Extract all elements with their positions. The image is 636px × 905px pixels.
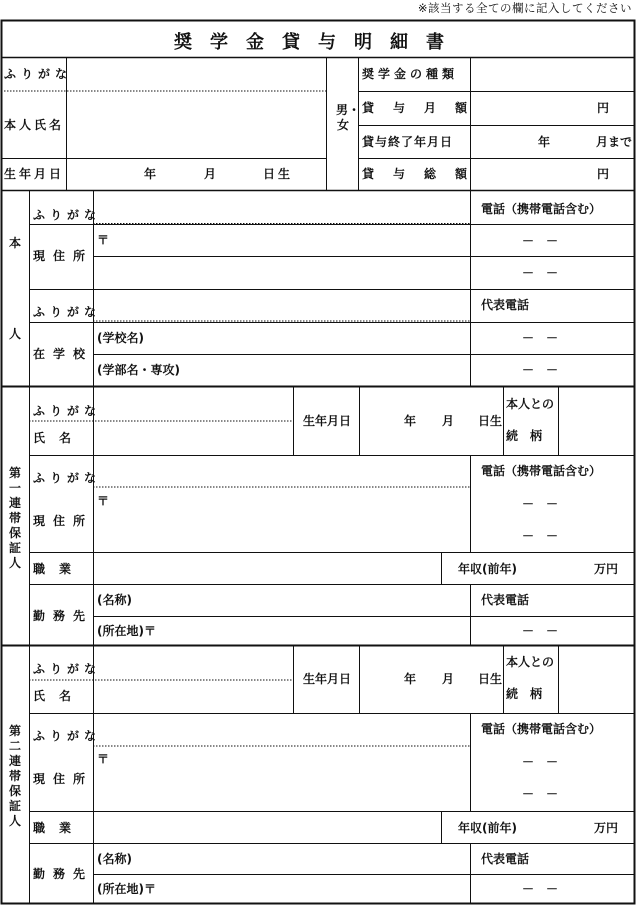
school-phone-2[interactable]: － －	[522, 363, 559, 377]
g1-birth-month: 月	[442, 414, 455, 428]
g2-work-label: 勤務先	[33, 867, 94, 881]
g1-work-addr-field[interactable]	[94, 617, 469, 645]
g1-relation-field[interactable]	[559, 387, 634, 455]
g2-relation-field[interactable]	[559, 646, 634, 713]
g1-rep-phone[interactable]: － －	[522, 624, 559, 638]
gender-selector[interactable]: 男・女	[336, 103, 361, 132]
g2-work-name-label: (名称)	[97, 852, 132, 866]
g2-relation-label-1: 本人との	[506, 655, 555, 669]
monthly-amount-field[interactable]	[471, 92, 634, 125]
student-phone-1[interactable]: － －	[522, 234, 559, 248]
total-amount-label: 貸与総額	[362, 167, 487, 181]
guarantor1-side-label: 第一連帯保証人	[8, 466, 21, 570]
g2-name-label: 氏 名	[33, 689, 73, 703]
g2-birth-year: 年	[404, 672, 417, 686]
notice-text: ※該当する全ての欄に記入してください	[417, 1, 632, 15]
g1-birth-label: 生年月日	[303, 414, 352, 428]
scholarship-type-label: 奨学金の種類	[362, 67, 459, 81]
g2-address-furigana-label: ふりがな	[33, 729, 102, 743]
student-furigana-field[interactable]	[94, 191, 469, 223]
name-field[interactable]	[67, 92, 325, 157]
end-date-label: 貸与終了年月日	[362, 135, 454, 149]
school-name-label: (学校名)	[97, 331, 144, 345]
guarantor2-side-label: 第二連帯保証人	[8, 724, 21, 828]
school-label: 在学校	[33, 347, 94, 361]
birth-day-unit: 日生	[263, 167, 294, 181]
student-postal-mark: 〒	[97, 233, 110, 247]
g1-income-unit: 万円	[594, 562, 619, 576]
department-label: (学部名・専攻)	[97, 363, 180, 377]
total-yen-unit: 円	[597, 167, 610, 181]
g2-birth-month: 月	[442, 672, 455, 686]
birth-month-unit: 月	[204, 167, 217, 181]
g2-phone-1[interactable]: － －	[522, 755, 559, 769]
student-side-label-top: 本	[8, 236, 21, 250]
g1-address-field[interactable]	[94, 456, 469, 552]
student-school-furigana-field[interactable]	[94, 290, 469, 320]
student-furigana-label: ふりがな	[33, 208, 102, 222]
g1-relation-label-2: 続 柄	[506, 429, 543, 443]
g2-birth-label: 生年月日	[303, 672, 352, 686]
g2-job-field[interactable]	[94, 812, 440, 843]
scholarship-type-field[interactable]	[471, 58, 634, 91]
g1-job-field[interactable]	[94, 553, 440, 584]
g1-phone-2[interactable]: － －	[522, 529, 559, 543]
school-name-field[interactable]	[94, 323, 469, 354]
g1-phone-label: 電話（携帯電話含む）	[481, 464, 602, 478]
g1-relation-label-1: 本人との	[506, 397, 555, 411]
g1-work-label: 勤務先	[33, 609, 94, 623]
g1-work-addr-label: (所在地)〒	[97, 624, 156, 638]
g1-furigana-field[interactable]	[94, 387, 292, 420]
g1-birth-day: 日生	[478, 414, 503, 428]
birth-year-unit: 年	[144, 167, 157, 181]
g2-address-field[interactable]	[94, 714, 469, 811]
g2-phone-2[interactable]: － －	[522, 787, 559, 801]
g2-work-addr-label: (所在地)〒	[97, 882, 156, 896]
monthly-amount-label: 貸与月額	[362, 101, 487, 115]
g2-address-label: 現住所	[33, 772, 94, 786]
student-side-label-bottom: 人	[8, 327, 21, 341]
g2-postal-mark: 〒	[97, 752, 110, 766]
g2-furigana-field[interactable]	[94, 646, 292, 679]
monthly-yen-unit: 円	[597, 101, 610, 115]
g2-name-field[interactable]	[94, 681, 292, 713]
g2-job-label: 職 業	[33, 821, 73, 835]
student-school-furigana-label: ふりがな	[33, 305, 102, 319]
g2-work-name-field[interactable]	[94, 844, 469, 874]
student-address-label: 現住所	[33, 249, 94, 263]
furigana-label: ふりがな	[4, 67, 73, 81]
form-title: 奨学金貸与明細書	[174, 32, 462, 53]
student-phone-label: 電話（携帯電話含む）	[481, 202, 602, 216]
g1-work-name-label: (名称)	[97, 593, 132, 607]
g1-income-label: 年収(前年)	[458, 562, 517, 576]
g2-work-addr-field[interactable]	[94, 875, 469, 903]
g2-phone-label: 電話（携帯電話含む）	[481, 722, 602, 736]
g1-name-field[interactable]	[94, 422, 292, 455]
end-month-until-unit: 月まで	[596, 135, 633, 149]
g1-furigana-label: ふりがな	[33, 404, 102, 418]
birthdate-label: 生年月日	[4, 167, 65, 181]
name-label: 本人氏名	[4, 118, 65, 132]
school-phone-1[interactable]: － －	[522, 331, 559, 345]
g1-job-label: 職 業	[33, 562, 73, 576]
g2-income-unit: 万円	[594, 821, 619, 835]
furigana-field[interactable]	[67, 58, 325, 90]
g1-postal-mark: 〒	[97, 494, 110, 508]
g2-birth-day: 日生	[478, 672, 503, 686]
school-rep-phone-label: 代表電話	[481, 298, 530, 312]
g1-birth-year: 年	[404, 414, 417, 428]
total-amount-field[interactable]	[471, 159, 634, 190]
department-field[interactable]	[94, 355, 469, 386]
g1-address-label: 現住所	[33, 514, 94, 528]
g1-name-label: 氏 名	[33, 431, 73, 445]
g1-work-name-field[interactable]	[94, 585, 469, 616]
g1-address-furigana-label: ふりがな	[33, 471, 102, 485]
student-address-field[interactable]	[94, 225, 469, 289]
g2-rep-phone[interactable]: － －	[522, 882, 559, 896]
student-phone-2[interactable]: － －	[522, 266, 559, 280]
g2-furigana-label: ふりがな	[33, 662, 102, 676]
end-year-unit: 年	[538, 135, 551, 149]
g1-phone-1[interactable]: － －	[522, 497, 559, 511]
g1-rep-phone-label: 代表電話	[481, 593, 530, 607]
g2-rep-phone-label: 代表電話	[481, 852, 530, 866]
g2-relation-label-2: 続 柄	[506, 687, 543, 701]
g2-income-label: 年収(前年)	[458, 821, 517, 835]
